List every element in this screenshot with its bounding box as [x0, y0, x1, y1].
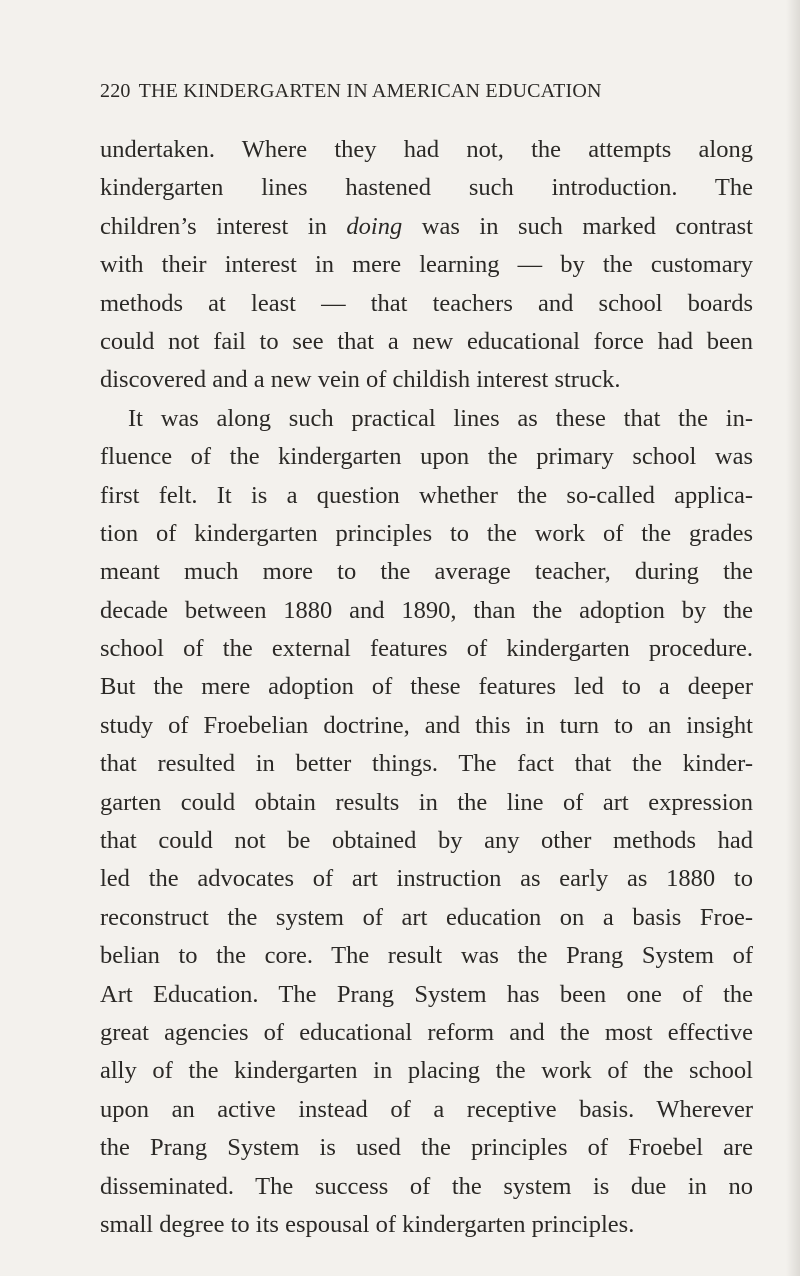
text-line: could not fail to see that a new educational force had been	[100, 327, 753, 355]
text-line: first felt. It is a question whether the so-called applica-	[100, 481, 753, 509]
text-line: reconstruct the system of art education on a basis Froe-	[100, 903, 753, 931]
text-line: methods at least — that teachers and school boards	[100, 289, 753, 317]
text-line: kindergarten lines hastened such introduction. The	[100, 174, 753, 202]
text-line: garten could obtain results in the line of art expression	[100, 788, 753, 816]
text-line: led the advocates of art instruction as early as 1880 to	[100, 865, 753, 893]
text-line: school of the external features of kindergarten procedure.	[100, 635, 753, 663]
paragraph-1	[100, 131, 753, 400]
text-line: tion of kindergarten principles to the work of the grades	[100, 519, 753, 547]
text-line: discovered and a new vein of childish interest struck.	[100, 366, 621, 394]
text-line: Art Education. The Prang System has been one of the	[100, 980, 753, 1008]
text-line: small degree to its espousal of kindergarten principles.	[100, 1210, 635, 1238]
text-line: fluence of the kindergarten upon the primary school was	[100, 443, 753, 471]
body-text	[100, 131, 753, 1244]
text-line: meant much more to the average teacher, during the	[100, 558, 753, 586]
text-line	[100, 208, 753, 246]
text-line: study of Froebelian doctrine, and this in turn to an insight	[100, 711, 753, 739]
text-line: that could not be obtained by any other methods had	[100, 827, 753, 855]
text-line: upon an active instead of a receptive basis. Wherever	[100, 1095, 753, 1123]
text-line: It was along such practical lines as these that the in-	[128, 404, 753, 432]
text-line: the Prang System is used the principles of Froebel are	[100, 1134, 753, 1162]
page-number: 220	[100, 80, 131, 102]
text-line: undertaken. Where they had not, the attempts along	[100, 136, 753, 163]
text-run: children’s interest in	[100, 212, 347, 240]
text-line: But the mere adoption of these features led to a deeper	[100, 673, 753, 701]
text-line: ally of the kindergarten in placing the work of the school	[100, 1057, 753, 1085]
paragraph-2	[100, 400, 753, 1245]
running-title: THE KINDERGARTEN IN AMERICAN EDUCATION	[138, 80, 602, 102]
text-line: belian to the core. The result was the Prang System of	[100, 942, 753, 970]
emphasis-doing: doing	[346, 212, 403, 240]
text-line: with their interest in mere learning — by the customary	[100, 251, 753, 279]
text-line: decade between 1880 and 1890, than the adoption by the	[100, 596, 753, 624]
text-line: that resulted in better things. The fact that the kinder-	[100, 750, 753, 778]
text-line: great agencies of educational reform and the most effective	[100, 1018, 753, 1046]
text-run: was in such marked contrast	[402, 212, 753, 240]
running-head	[100, 80, 720, 103]
text-line: disseminated. The success of the system is due in no	[100, 1172, 753, 1200]
